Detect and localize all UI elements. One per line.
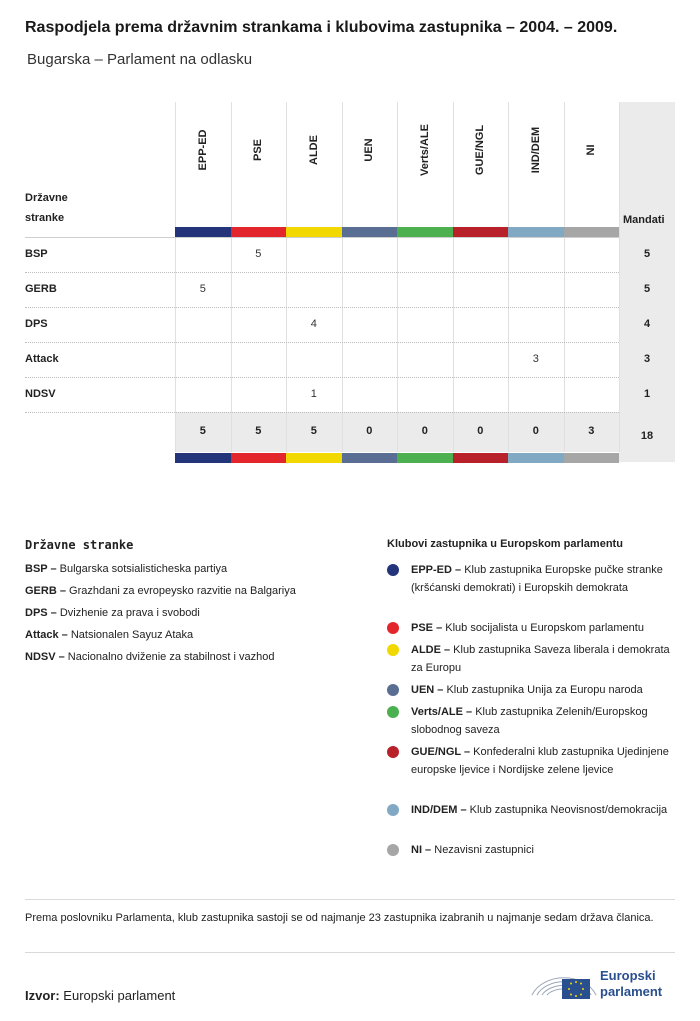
legend-dot-icon — [387, 622, 399, 634]
column-header-ni — [564, 102, 620, 226]
group-legend-text — [411, 743, 677, 779]
column-color-bar-bottom — [397, 453, 453, 463]
logo-wordmark — [600, 968, 662, 1000]
row-separator — [25, 307, 619, 308]
column-color-bar-bottom — [564, 453, 620, 463]
row-header — [25, 188, 68, 228]
table-cell: 5 — [199, 283, 206, 295]
chart-subtitle: Bugarska – Parlament na odlasku — [27, 51, 253, 68]
group-abbr: Verts/ALE – — [411, 706, 473, 718]
column-total: 5 — [199, 425, 206, 437]
legend-dot-icon — [387, 844, 399, 856]
mandati-header: Mandati — [623, 214, 665, 226]
group-name: Klub zastupnika Unija za Europu naroda — [443, 684, 643, 696]
group-legend-text — [411, 641, 677, 677]
logo-line1: Europski — [600, 968, 656, 983]
group-legend-text — [411, 841, 677, 859]
party-name: Natsionalen Sayuz Ataka — [67, 629, 194, 641]
divider-top — [25, 899, 675, 900]
column-total: 0 — [532, 425, 539, 437]
party-legend-item — [25, 651, 275, 663]
group-name: Konfederalni klub zastupnika Ujedinjene europske ljevice i Nordijske zelene ljevice — [411, 746, 669, 776]
party-legend-item — [25, 563, 227, 575]
row-separator — [25, 272, 619, 273]
party-legend-item — [25, 629, 193, 641]
group-name: Klub zastupnika Neovisnost/demokracija — [466, 804, 668, 816]
party-name: Dvizhenie za prava i svobodi — [56, 607, 200, 619]
divider-bottom — [25, 952, 675, 953]
group-name: Klub zastupnika Saveza liberala i demokrata za Europu — [411, 644, 670, 674]
legend-dot-icon — [387, 644, 399, 656]
row-separator — [25, 377, 619, 378]
column-color-bar — [286, 227, 342, 237]
column-color-bar-bottom — [231, 453, 287, 463]
group-legend-text — [411, 681, 677, 699]
row-total: 4 — [643, 318, 651, 330]
column-total: 3 — [588, 425, 595, 437]
column-header-inddem — [508, 102, 564, 226]
row-separator — [25, 412, 619, 413]
column-color-bar — [175, 227, 231, 237]
column-header-label: UEN — [363, 138, 376, 162]
table-cell: 1 — [310, 388, 317, 400]
column-header-epped — [175, 102, 231, 226]
chart-title: Raspodjela prema državnim strankama i klubovima zastupnika – 2004. – 2009. — [25, 19, 618, 36]
party-abbr: BSP – — [25, 563, 57, 575]
legend-dot-icon — [387, 804, 399, 816]
party-name: Nacionalno dviženie za stabilnost i vazhod — [64, 651, 275, 663]
column-color-bar — [508, 227, 564, 237]
party-abbr: Attack – — [25, 629, 68, 641]
political-groups-legend-title: Klubovi zastupnika u Europskom parlamentu — [387, 538, 623, 550]
column-header-uen — [342, 102, 398, 226]
column-color-bar — [342, 227, 398, 237]
legend-dot-icon — [387, 564, 399, 576]
party-abbr: NDSV – — [25, 651, 65, 663]
group-abbr: IND/DEM – — [411, 804, 467, 816]
group-abbr: PSE – — [411, 622, 443, 634]
table-cell: 5 — [255, 248, 262, 260]
group-name: Klub zastupnika Europske pučke stranke (kršćanski demokrati) i Europskih demokrata — [411, 564, 663, 594]
group-name: Klub socijalista u Europskom parlamentu — [442, 622, 644, 634]
row-label: Attack — [25, 353, 59, 365]
group-abbr: ALDE – — [411, 644, 451, 656]
legend-dot-icon — [387, 746, 399, 758]
column-color-bar-bottom — [175, 453, 231, 463]
column-header-label: PSE — [252, 138, 265, 162]
footnote: Prema poslovniku Parlamenta, klub zastupnika sastoji se od najmanje 23 zastupnika izabranih u najmanje sedam država članica. — [25, 912, 654, 924]
group-name: Klub zastupnika Zelenih/Europskog slobodnog saveza — [411, 706, 648, 736]
party-name: Bulgarska sotsialisticheska partiya — [56, 563, 228, 575]
group-name: Nezavisni zastupnici — [431, 844, 534, 856]
column-header-label: Verts/ALE — [418, 124, 431, 176]
group-abbr: EPP-ED – — [411, 564, 462, 576]
column-header-alde — [286, 102, 342, 226]
row-total: 1 — [643, 388, 651, 400]
column-header-label: EPP-ED — [196, 129, 209, 171]
column-color-bar — [564, 227, 620, 237]
group-abbr: GUE/NGL – — [411, 746, 471, 758]
row-separator — [25, 342, 619, 343]
column-color-bar — [231, 227, 287, 237]
national-parties-legend-title: Državne stranke — [25, 538, 134, 552]
column-header-vertsale — [397, 102, 453, 226]
source-value: Europski parlament — [63, 988, 176, 1003]
column-color-bar — [453, 227, 509, 237]
legend-dot-icon — [387, 684, 399, 696]
column-color-bar-bottom — [453, 453, 509, 463]
row-label: NDSV — [25, 388, 56, 400]
party-legend-item — [25, 585, 296, 597]
column-header-pse — [231, 102, 287, 226]
column-color-bar-bottom — [286, 453, 342, 463]
column-color-bar-bottom — [508, 453, 564, 463]
column-total: 0 — [366, 425, 373, 437]
column-color-bar — [397, 227, 453, 237]
column-header-label: GUE/NGL — [474, 124, 487, 176]
party-abbr: DPS – — [25, 607, 57, 619]
group-abbr: UEN – — [411, 684, 444, 696]
logo-line2: parlament — [600, 984, 663, 999]
row-header-line2: stranke — [25, 212, 65, 224]
source-label: Izvor: — [25, 988, 60, 1003]
column-total: 5 — [255, 425, 262, 437]
row-label: GERB — [25, 283, 57, 295]
row-label: BSP — [25, 248, 48, 260]
grand-total: 18 — [640, 430, 654, 442]
column-header-label: IND/DEM — [529, 126, 542, 174]
column-header-guengl — [453, 102, 509, 226]
row-label: DPS — [25, 318, 48, 330]
party-name: Grazhdani za evropeysko razvitie na Balgariya — [65, 585, 296, 597]
table-cell: 4 — [310, 318, 317, 330]
column-header-label: NI — [585, 144, 598, 156]
group-legend-text — [411, 801, 677, 819]
row-separator — [25, 237, 619, 238]
row-total: 5 — [643, 248, 651, 260]
party-abbr: GERB – — [25, 585, 66, 597]
group-legend-text — [411, 561, 677, 597]
row-total: 3 — [643, 353, 651, 365]
column-total: 0 — [421, 425, 428, 437]
row-total: 5 — [643, 283, 651, 295]
column-header-label: ALDE — [307, 135, 320, 165]
legend-dot-icon — [387, 706, 399, 718]
column-color-bar-bottom — [342, 453, 398, 463]
source-line — [25, 988, 175, 1003]
column-total: 5 — [310, 425, 317, 437]
column-total: 0 — [477, 425, 484, 437]
party-legend-item — [25, 607, 200, 619]
totals-column-bg — [619, 102, 675, 462]
row-header-line1: Državne — [25, 192, 68, 204]
table-cell: 3 — [532, 353, 539, 365]
group-legend-text — [411, 619, 677, 637]
group-abbr: NI – — [411, 844, 432, 856]
group-legend-text — [411, 703, 677, 739]
